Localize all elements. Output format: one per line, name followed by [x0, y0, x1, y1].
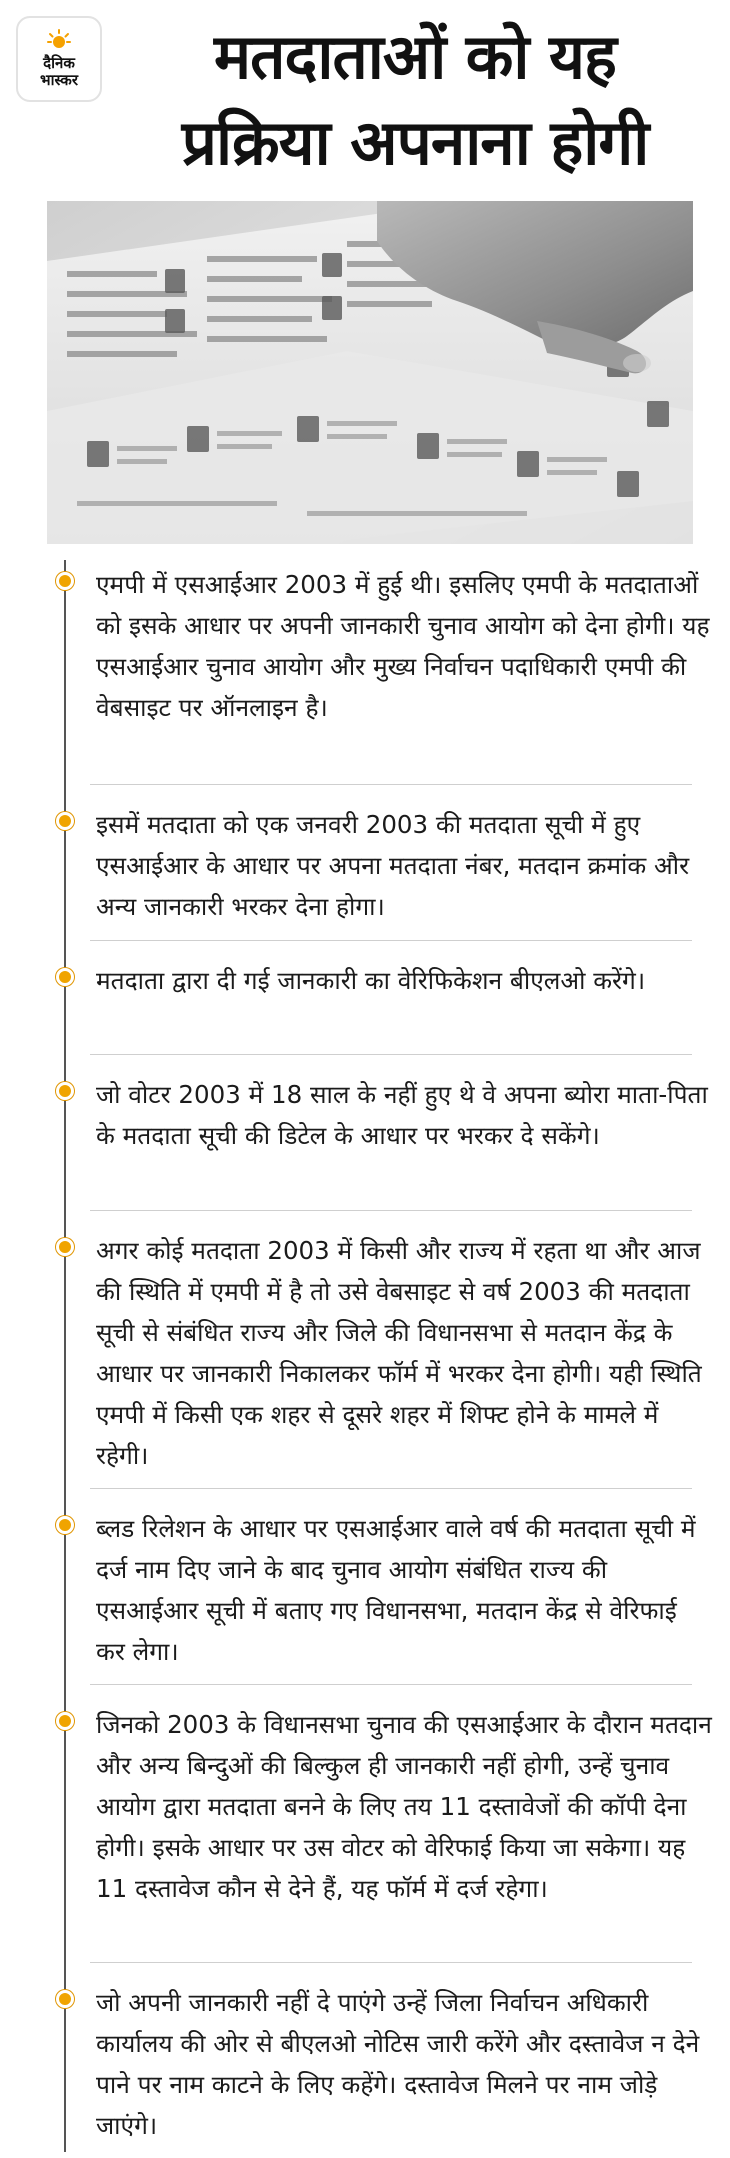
timeline-text-8: जो अपनी जानकारी नहीं दे पाएंगे उन्हें जिला निर्वाचन अधिकारी कार्यालय की ओर से बीएलओ नोटिस जारी करेंगे और दस्तावेज न देने पाने पर नाम काटने के लिए कहेंगे। दस्तावेज मिलने पर नाम जोड़े जाएंगे।: [96, 1988, 700, 2140]
bullet-dot: [56, 1082, 74, 1100]
bullet-dot: [56, 1238, 74, 1256]
bullet-dot: [56, 572, 74, 590]
timeline-line: [64, 560, 66, 2152]
divider: [90, 1054, 692, 1055]
header: [0, 0, 730, 196]
bullet-dot: [56, 812, 74, 830]
bullet-dot: [56, 1516, 74, 1534]
divider: [90, 940, 692, 941]
dainik-bhaskar-logo[interactable]: [16, 16, 102, 102]
timeline-text-2: इसमें मतदाता को एक जनवरी 2003 की मतदाता सूची में हुए एसआईआर के आधार पर अपना मतदाता नंबर, मतदान क्रमांक और अन्य जानकारी भरकर देना होगा।: [96, 810, 690, 921]
timeline-text-6: ब्लड रिलेशन के आधार पर एसआईआर वाले वर्ष की मतदाता सूची में दर्ज नाम दिए जाने के बाद चुनाव आयोग संबंधित राज्य की एसआईआर सूची में बताए गए विधानसभा, मतदान केंद्र से वेरिफाई कर लेगा।: [96, 1514, 696, 1666]
timeline: [0, 560, 730, 2158]
logo-text-line1: दैनिक: [43, 54, 75, 72]
bullet-dot: [56, 968, 74, 986]
timeline-text-3: मतदाता द्वारा दी गई जानकारी का वेरिफिकेशन बीएलओ करेंगे।: [96, 966, 646, 995]
divider: [90, 1962, 692, 1963]
timeline-text-7: जिनको 2003 के विधानसभा चुनाव की एसआईआर के दौरान मतदान और अन्य बिन्दुओं की बिल्कुल ही जानकारी नहीं होगी, उन्हें चुनाव आयोग द्वारा मतदाता बनने के लिए तय 11 दस्तावेजों की कॉपी देना होगी। इसके आधार पर उस वोटर को वेरिफाई किया जा सकेगा। यह 11 दस्तावेज कौन से देने हैं, यह फॉर्म में दर्ज रहेगा।: [96, 1710, 712, 1903]
divider: [90, 1684, 692, 1685]
headline: [100, 14, 730, 186]
bullet-dot: [56, 1990, 74, 2008]
timeline-text-4: जो वोटर 2003 में 18 साल के नहीं हुए थे वे अपना ब्योरा माता-पिता के मतदाता सूची की डिटेल के आधार पर भरकर दे सकेंगे।: [96, 1080, 708, 1150]
sun-icon: [47, 29, 71, 53]
voter-list-illustration: [47, 201, 693, 544]
headline-line1: मतदाताओं को यह: [214, 20, 616, 93]
timeline-text-1: एमपी में एसआईआर 2003 में हुई थी। इसलिए एमपी के मतदाताओं को इसके आधार पर अपनी जानकारी चुनाव आयोग को देना होगी। यह एसआईआर चुनाव आयोग और मुख्य निर्वाचन पदाधिकारी एमपी की वेबसाइट पर ऑनलाइन है।: [96, 570, 710, 722]
divider: [90, 1210, 692, 1211]
timeline-text-5: अगर कोई मतदाता 2003 में किसी और राज्य में रहता था और आज की स्थिति में एमपी में है तो उसे वेबसाइट से वर्ष 2003 की मतदाता सूची से संबंधित राज्य और जिले की विधानसभा से मतदान केंद्र के आधार पर जानकारी निकालकर फॉर्म में भरकर देना होगी। यही स्थिति एमपी में किसी एक शहर से दूसरे शहर में शिफ्ट होने के मामले में रहेगी।: [96, 1236, 702, 1470]
divider: [90, 1488, 692, 1489]
divider: [90, 784, 692, 785]
voter-list-photo: [47, 201, 693, 544]
headline-line2: प्रक्रिया अपनाना होगी: [181, 106, 649, 179]
logo-text-line2: भास्कर: [40, 71, 78, 89]
bullet-dot: [56, 1712, 74, 1730]
